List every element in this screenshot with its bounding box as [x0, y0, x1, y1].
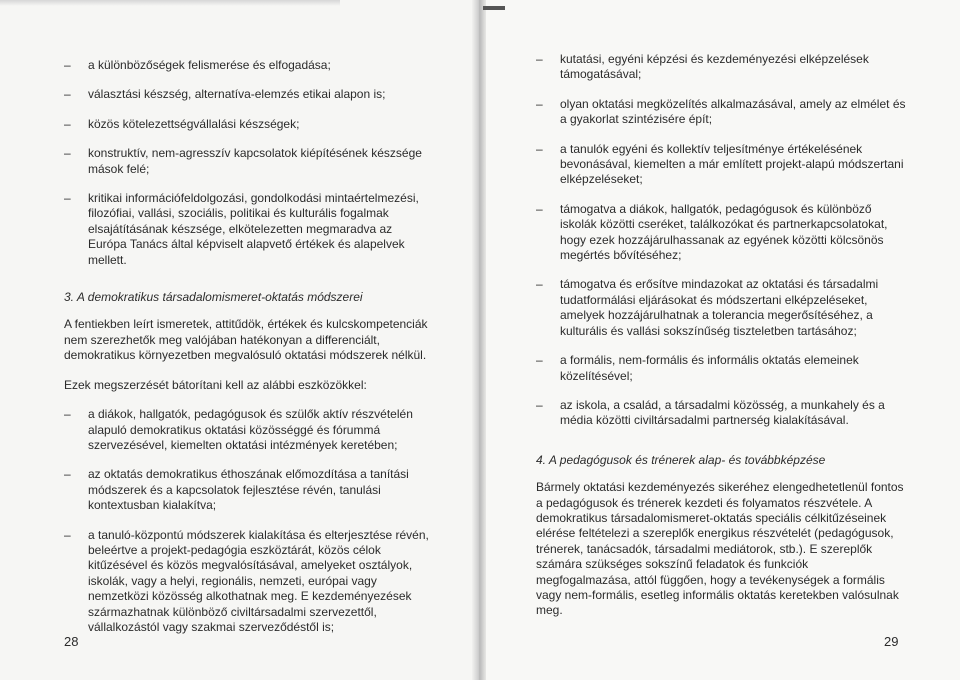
list-item: – az iskola, a család, a társadalmi közösség, a munkahely és a média közötti civiltársadalmi partnerség kialakításával. — [536, 397, 885, 428]
scan-mark — [483, 6, 505, 10]
right-page — [480, 0, 960, 680]
list-item: – konstruktív, nem-agresszív kapcsolatok kiépítésének készsége mások felé; — [64, 146, 422, 176]
dash-marker: – — [64, 87, 71, 102]
list-item: – az oktatás demokratikus éthoszának előmozdítása a tanítási módszerek és a kapcsolatok fejlesztése révén, tanulási kontextusban kialakítva; — [64, 467, 409, 513]
list-item: – a tanulók egyéni és kollektív teljesítménye értékelésének bevonásával, kiemelten a már említett projekt-alapú módszertani elképzeléseket; — [536, 141, 904, 187]
list-item: – kutatási, egyéni képzési és kezdeményezési elképzelések támogatásával; — [536, 52, 869, 82]
dash-marker: – — [64, 191, 71, 206]
right-page-text — [536, 52, 906, 633]
dash-marker: – — [64, 467, 71, 482]
left-page — [0, 0, 478, 680]
list-item: – választási készség, alternatíva-elemzés etikai alapon is; — [64, 87, 386, 102]
dash-marker: – — [536, 52, 543, 66]
list-item: – a különbözőségek felismerése és elfogadása; — [64, 58, 331, 72]
paragraph: Bármely oktatási kezdeményezés sikeréhez elengedhetetlenül fontos a pedagógusok és trénerek kezdeti és folyamatos részvétele. A demokratikus társadalomismeret-oktatás speciális célkitűzéseinek elérése feltételezi a szereplők energikus részvételét (pedagógusok, trénerek, tanácsadók, társadalmi mediátorok, stb.). E szereplők számára szükséges sokszínű feladatok és funkciók megfogalmazása, attól függően, hogy a tevékenységek a formális vagy nem-formális, esetleg informális oktatás keretekben valósulnak meg. — [536, 480, 904, 618]
book-gutter — [472, 0, 486, 680]
list-item: – olyan oktatási megközelítés alkalmazásával, amely az elmélet és a gyakorlat szintézisére épít; — [536, 96, 906, 127]
paragraph: A fentiekben leírt ismeretek, attitűdök, értékek és kulcskompetenciák nem szerezhetők meg valójában hatékonyan a differenciált, demokratikus környezetben megvalósuló oktatási módszerek nélkül. — [64, 317, 428, 363]
dash-marker: – — [536, 353, 543, 368]
left-page-text — [64, 58, 432, 649]
list-item: – a formális, nem-formális és informális oktatás elemeinek közelítésével; — [536, 353, 859, 383]
section-heading: 4. A pedagógusok és trénerek alap- és továbbképzése — [536, 452, 826, 467]
dash-marker: – — [64, 116, 71, 131]
dash-marker: – — [536, 397, 543, 412]
list-item: – a diákok, hallgatók, pedagógusok és szülők aktív részvételén alapuló demokratikus oktatási közösséggé és fórummá szervezésével, kiemelten oktatási intézmények keretében; — [64, 407, 413, 452]
scan-edge-shadow — [0, 0, 340, 6]
page-number: 29 — [884, 634, 899, 649]
dash-marker: – — [536, 96, 543, 111]
dash-marker: – — [64, 527, 71, 542]
dash-marker: – — [536, 201, 543, 216]
dash-marker: – — [536, 277, 543, 292]
list-item: – támogatva a diákok, hallgatók, pedagógusok és különböző iskolák közötti cseréket, találkozókat és partnerkapcsolatokat, hogy ezek hozzájárulhassanak az egyének közötti kölcsönös megértés bővítéséhez; — [536, 201, 888, 263]
list-item: – kritikai információfeldolgozási, gondolkodási mintaértelmezési, filozófiai, vallási, szociális, politikai és kulturális fogalmak elsajátításának készsége, elkötelezetten megmaradva az Európa Tanács által képviselt alapvető értékek és alapelvek mellett. — [64, 191, 419, 267]
paragraph: Ezek megszerzését bátorítani kell az alábbi eszközökkel: — [64, 377, 367, 392]
section-heading: 3. A demokratikus társadalomismeret-oktatás módszerei — [64, 290, 363, 305]
page-number: 28 — [64, 634, 79, 649]
dash-marker: – — [64, 146, 71, 161]
list-item: – támogatva és erősítve mindazokat az oktatási és társadalmi tudatformálási eljárásokat és módszertani elképzeléseket, amelyek hozzájárulhatnak a tolerancia megerősítéséhez, a kulturális és vallási sokszínűség tiszteletben tartásához; — [536, 277, 879, 338]
list-item: – a tanuló-központú módszerek kialakítása és elterjesztése révén, beleértve a projekt-pedagógia eszköztárát, közös célok kitűzésével és közös megvalósításával, amelyeket osztályok, iskolák, vagy a helyi, regionális, nemzeti, európai vagy nemzetközi közösség alkothatnak meg. E kezdeményezések származhatnak különböző civiltársadalmi szervezettől, vállalkozástól vagy szakmai szerveződéstől is; — [64, 527, 429, 634]
list-item: – közös kötelezettségvállalási készségek; — [64, 116, 300, 131]
dash-marker: – — [64, 58, 71, 72]
dash-marker: – — [64, 407, 71, 422]
dash-marker: – — [536, 141, 543, 156]
